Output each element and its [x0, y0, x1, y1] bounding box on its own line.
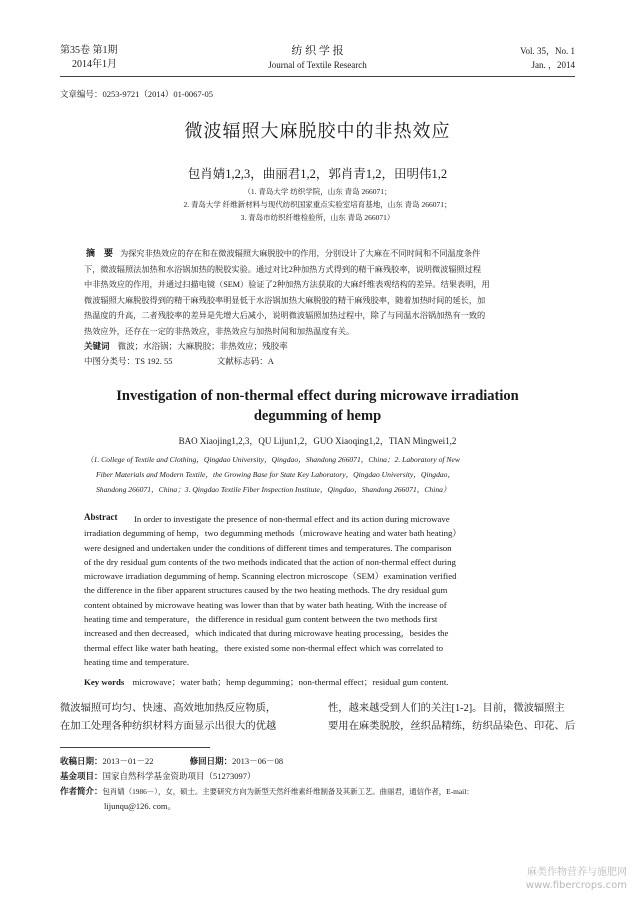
- keywords-en: microwave；water bath；hemp degumming；non-thermal effect；residual gum content.: [132, 677, 449, 687]
- authors-cn: 包肖婧1,2,3，曲丽君1,2，郭肖青1,2，田明伟1,2: [187, 167, 448, 181]
- affiliations-en: [86, 452, 556, 497]
- abstract-en-label: Abstract: [84, 512, 118, 522]
- clc-label: 中图分类号：: [84, 356, 136, 366]
- affiliation-en-line: Fiber Materials and Modern Textile，the Growing Base for State Key Laboratory，Qingdao University，Qingdao，: [96, 470, 456, 479]
- received-row: [60, 754, 578, 769]
- affiliations-cn: [0, 185, 635, 224]
- abstract-en-line: microwave irradiation degumming of hemp. Scanning electron microscope（SEM）examination verified: [84, 571, 457, 582]
- affiliation-en-line: （1. College of Textile and Clothing，Qingdao University，Qingdao，Shandong 266071，China；2. Laboratory of New: [86, 455, 460, 464]
- title-en-line-1: Investigation of non-thermal effect during microwave irradiation: [116, 388, 519, 404]
- keywords-cn-label: 关键词: [84, 341, 110, 351]
- abstract-en-line: the difference in the fiber apparent structures caused by the two heating methods. The dry residual gum: [84, 585, 448, 596]
- classification-row: [84, 355, 274, 367]
- affiliation-cn-2: 2. 青岛大学 纤维新材料与现代纺织国家重点实验室培育基地，山东 青岛 266071；: [183, 200, 452, 209]
- body-line: 微波辐照可均匀、快速、高效地加热反应物质，: [60, 703, 277, 714]
- keywords-en-row: [84, 675, 448, 688]
- abstract-cn: [84, 246, 552, 339]
- footnotes: [60, 754, 578, 814]
- revised-date: 2013－06－08: [232, 756, 284, 766]
- doc-code-value: A: [267, 356, 274, 366]
- abstract-cn-line: 热温度的升高，二者残胶率的差异是先增大后减小，说明微波辐照加热过程中，除了与同温水浴锅加热有一致的: [84, 311, 486, 320]
- watermark-cn: 麻类作物营养与施肥网: [527, 867, 627, 878]
- title-cn: 微波辐照大麻脱胶中的非热效应: [184, 121, 451, 142]
- received-label: 收稿日期：: [60, 756, 103, 766]
- volume-issue-line: 第35卷 第1期: [60, 45, 118, 56]
- abstract-cn-line: 中非热效应的作用，并通过扫描电镜（SEM）验证了2种加热方法获取的大麻纤维表观结构的差异。结果表明，用: [84, 280, 490, 289]
- title-en-line-2: degumming of hemp: [253, 408, 382, 424]
- affiliation-cn-1: （1. 青岛大学 纺织学院，山东 青岛 266071；: [243, 187, 392, 196]
- doc-code-label: 文献标志码：: [216, 356, 268, 366]
- journal-name-cn: 纺 织 学 报: [291, 45, 344, 57]
- body-column-left: [60, 700, 310, 736]
- abstract-en-line: content obtained by microwave heating was lower than that by water bath heating. With the increase of: [84, 599, 447, 610]
- watermark-url: www.fibercrops.com: [525, 880, 627, 891]
- body-line: 性，越来越受到人们的关注[1-2]。目前，微波辐照主: [328, 703, 565, 714]
- abstract-cn-line: 下，微波辐照法加热和水浴锅加热的脱胶实验。通过对比2种加热方式得到的精干麻残胶率，说明微波辐照过程: [84, 264, 482, 274]
- keywords-en-label: Key words: [84, 677, 125, 687]
- footnote-rule: [60, 747, 210, 748]
- abstract-cn-line: 微波辐照大麻脱胶得到的精干麻残胶率明显低于水浴锅加热大麻脱胶的精干麻残胶率，随着加热时间的延长，加: [84, 295, 486, 305]
- issue-date-en: Jan. ，2014: [531, 60, 575, 70]
- abstract-en-line: increased and then decreased，which indicated that during microwave heating processing，besides the: [84, 628, 449, 639]
- abstract-en-line: heating time and temperature，the difference in residual gum content between the two methods first: [84, 614, 438, 625]
- author-bio-row: [60, 784, 578, 799]
- header-rule: [60, 76, 575, 77]
- issue-date-cn: 2014年1月: [72, 59, 117, 70]
- abstract-en-line: heating time and temperature.: [84, 656, 190, 667]
- abstract-cn-line: 热效应外，还存在一定的非热效应，非热效应与加热时间和加热温度有关。: [84, 326, 355, 336]
- author-email-row: [60, 799, 578, 814]
- affiliation-en-line: Shandong 266071，China；3. Qingdao Textile Fiber Inspection Institute，Qingdao，Shandong 266071，China）: [96, 485, 451, 494]
- abstract-cn-label: 摘 要: [86, 248, 114, 258]
- abstract-en-line: of the dry residual gum contents of the two methods indicated that the action of non-thermal effect during: [84, 556, 456, 567]
- journal-name-en: Journal of Textile Research: [268, 60, 367, 70]
- affiliation-cn-3: 3. 青岛市纺织纤维检验所，山东 青岛 266071）: [240, 213, 395, 222]
- keywords-cn-row: [84, 340, 288, 352]
- abstract-en: [84, 512, 546, 669]
- authors-en: BAO Xiaojing1,2,3，QU Lijun1,2，GUO Xiaoqing1,2，TIAN Mingwei1,2: [178, 436, 457, 446]
- abstract-en-line: were designed and undertaken under the conditions of different times and temperatures. The comparison: [84, 542, 452, 553]
- received-date: 2013－01－22: [102, 756, 154, 766]
- body-line: 在加工处理各种纺织材料方面显示出很大的优越: [60, 721, 277, 732]
- fund-text: 国家自然科学基金资助项目（51273097）: [102, 771, 256, 781]
- fund-label: 基金项目：: [60, 771, 103, 781]
- watermark: [526, 866, 627, 892]
- abstract-en-line: irradiation degumming of hemp，two degumming methods（microwave heating and water bath heating）: [84, 528, 462, 539]
- body-line: 要用在麻类脱胶，丝织品精练，纺织品染色、印花、后: [328, 721, 576, 732]
- abstract-en-line: In order to investigate the presence of non-thermal effect and its action during microwave: [134, 514, 450, 524]
- bio-label: 作者简介：: [60, 786, 103, 796]
- body-column-right: [328, 700, 578, 736]
- volume-issue-en: [520, 44, 575, 72]
- volume-issue-en-line: Vol. 35，No. 1: [520, 46, 575, 56]
- bio-email: lijunqu@126. com。: [104, 801, 177, 811]
- abstract-cn-line: 为探究非热效应的存在和在微波辐照大麻脱胶中的作用，分别设计了大麻在不同时间和不同温度条件: [120, 249, 481, 258]
- revised-label: 修回日期：: [189, 756, 233, 766]
- clc-value: TS 192. 55: [135, 356, 173, 366]
- bio-text: 包肖婧（1986－），女，硕士。主要研究方向为新型天然纤维素纤维制备及其新工艺。曲丽君，通信作者，E-mail：: [102, 787, 474, 796]
- title-en: [0, 386, 635, 426]
- abstract-en-line: thermal effect like water bath heating，there existed some non-thermal effect which was correlated to: [84, 642, 443, 653]
- fund-row: [60, 769, 578, 784]
- article-number: 文章编号：0253-9721（2014）01-0067-05: [60, 89, 213, 99]
- keywords-cn: 微波；水浴锅；大麻脱胶；非热效应；残胶率: [117, 341, 288, 351]
